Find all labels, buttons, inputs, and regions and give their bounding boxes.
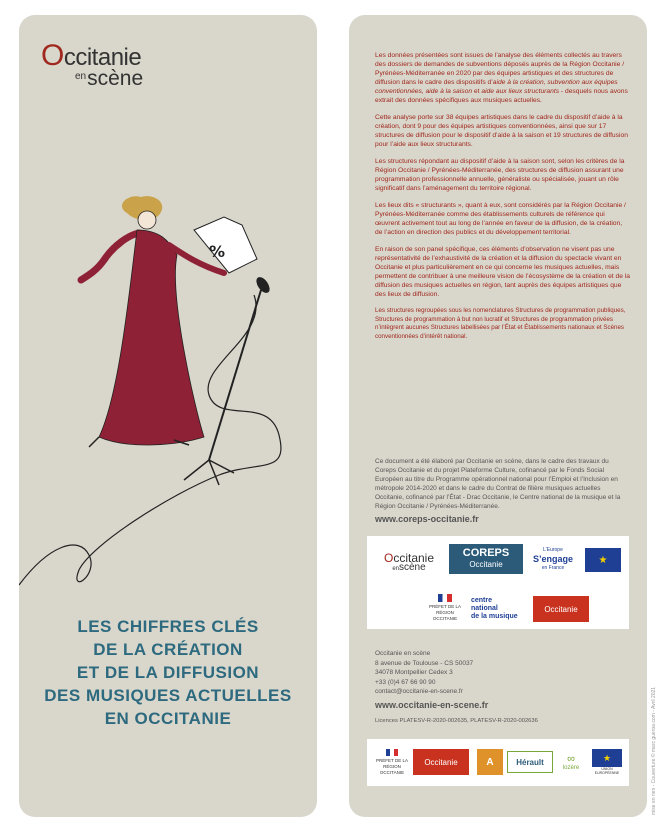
eu-bottom-logo: ★ UNION EUROPÉENNE xyxy=(589,747,625,777)
side-credit: mise en rien - Couverture © marc gueroa.com - Avril 2021 xyxy=(651,686,657,815)
paragraph: Les structures répondant au dispositif d’aide à la saison sont, selon les critères de la Région Occitanie / Pyrénées-Méditerranée, des structures de diffusion assurant une programmation professionnelle annuelle, généraliste ou spécialisée, jouant un rôle significatif dans l’aménagement du territoire régional. xyxy=(375,158,625,192)
title-line: DES MUSIQUES ACTUELLES xyxy=(44,686,292,705)
contact-email[interactable]: contact@occitanie-en-scene.fr xyxy=(375,688,463,695)
partner-logos xyxy=(367,536,629,629)
paragraph: Les données présentées sont issues de l’analyse des éléments collectés au travers des dossiers de demandes de subventions déposés auprès de la Région Occitanie / Pyrénées-Méditerranée en 2020 par des équipes artistiques et des structures de diffusion dans le cadre des dispositifs d’aide à la création, subvention aux équipes conventionnées, aide à la saison et aide aux lieux structurants - desquels nous avons extrait des données spécifiques aux musiques actuelles. xyxy=(375,52,628,104)
occitanie-en-scene-link[interactable]: www.occitanie-en-scene.fr xyxy=(375,699,489,710)
title-line: EN OCCITANIE xyxy=(104,709,232,728)
cover-panel xyxy=(19,15,317,817)
licences-text: Licences PLATESV-R-2020-002635, PLATESV-R-2020-002636 xyxy=(375,718,538,724)
paragraph: Cette analyse porte sur 38 équipes artistiques dans le cadre du dispositif d’aide à la création, dont 9 pour des équipes artistiques conventionnées, ainsi que sur 17 structures de diffusion pour le dispositif d’aide à la saison et 19 structures de diffusion pour l’aide aux lieux structurants. xyxy=(375,114,628,148)
aude-logo: A xyxy=(477,749,503,775)
paragraph: En raison de son panel spécifique, ces éléments d’observation ne visent pas une représentativité de l’exhaustivité de la création et la diffusion du spectacle vivant en Occitanie et plus particulièrement en ce qui concerne les musiques actuelles, mais permettent de contribuer à une meilleure vision de l’écosystème de la création et de la diffusion des musiques actuelles en région, tant auprès des équipes artistiques que des lieux de diffusion. xyxy=(375,246,631,298)
coreps-link[interactable]: www.coreps-occitanie.fr xyxy=(375,514,479,524)
title-line: ET DE LA DIFFUSION xyxy=(76,663,260,682)
title-line: LES CHIFFRES CLÉS xyxy=(77,617,259,636)
herault-logo: Hérault xyxy=(507,751,553,773)
europe-engage-logo: L’Europe S’engage en France xyxy=(532,546,573,571)
info-panel xyxy=(349,15,647,817)
paragraph-note: Les structures regroupées sous les nomenclatures Structures de programmation publiques, Structures de programmation à but non lucratif et Structures de programmation privées n’intègrent aucunes Structures labellisées par l’État et Établissements nationaux et Scènes conventionnées d’intérêt national. xyxy=(375,307,626,340)
sheet-symbol: % xyxy=(209,242,226,261)
title-line: DE LA CRÉATION xyxy=(93,640,243,659)
region-bottom-logo: Occitanie xyxy=(413,749,469,775)
contact-block: Occitanie en scène 8 avenue de Toulouse - CS 50037 34078 Montpellier Cedex 3 +33 (0)4 67 66 90 90 contact@occitanie-en-scene.fr www.occitanie-en-scene.fr xyxy=(375,649,631,710)
singer-illustration xyxy=(19,175,317,615)
occitanie-en-scene-logo: Occitanie $^{en}$scène xyxy=(41,39,144,90)
credit-text: Ce document a été élaboré par Occitanie en scène, dans le cadre des travaux du Coreps Occitanie et du projet Plateforme Culture, cofinancé par le Fonds Social Européen au titre du Programme opérationnel national pour l’Emploi et l’Inclusion en métropole 2014-2020 et dans le cadre du Contrat de filière musiques actuelles Occitanie, cofinancé par l’État - Drac Occitanie, le Centre national de la musique et la Région Occitanie / Pyrénées-Méditerranée. www.coreps-occitanie.fr xyxy=(375,457,631,524)
funder-logos xyxy=(367,739,629,786)
prefet-bottom-logo: PRÉFET DE LA RÉGION OCCITANIE xyxy=(373,747,411,777)
cnm-logo: centre national de la musique xyxy=(471,597,518,620)
paragraph: Les lieux dits « structurants », quant à eux, sont considérés par la Région Occitanie / Pyrénées-Méditerranée comme des établissements culturels de référence qui œuvrent activement tout au long de l’année en faveur de la diffusion, de la création, de l’action en direction des publics et du développement territorial. xyxy=(375,202,626,236)
intro-text xyxy=(375,51,631,349)
occitanie-en-scene-partner-logo: Occitanie enscène xyxy=(383,550,435,573)
eu-flag-icon: ★ xyxy=(585,548,621,572)
prefet-logo: PRÉFET DE LA RÉGION OCCITANIE xyxy=(425,593,465,623)
coreps-logo: COREPS Occitanie xyxy=(449,544,523,574)
lozere-logo: ∞ lozère xyxy=(562,753,580,771)
region-occitanie-logo: Occitanie xyxy=(533,596,589,622)
cover-title xyxy=(19,615,317,730)
